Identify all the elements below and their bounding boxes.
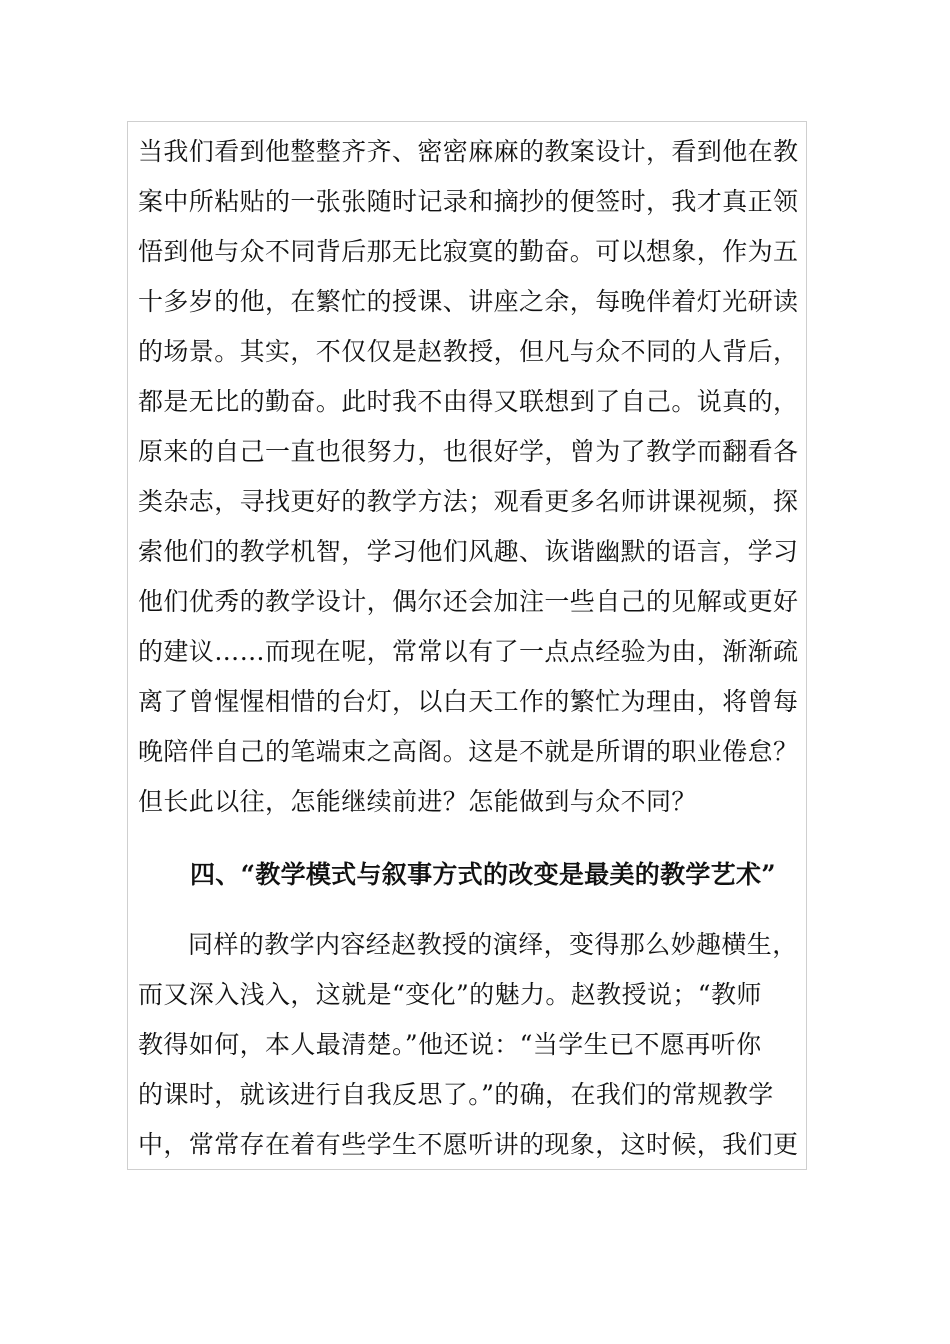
paragraph1-line: 类杂志，寻找更好的教学方法；观看更多名师讲课视频，探	[138, 487, 799, 516]
paragraph2-line: 同样的教学内容经赵教授的演绎，变得那么妙趣横生，	[188, 930, 798, 959]
paragraph1-line: 都是无比的勤奋。此时我不由得又联想到了自己。说真的，	[138, 387, 799, 416]
paragraph1-line: 他们优秀的教学设计，偶尔还会加注一些自己的见解或更好	[138, 587, 799, 616]
paragraph2-line: 教得如何，本人最清楚。”他还说：“当学生已不愿再听你	[138, 1030, 762, 1059]
paragraph1-line: 的建议……而现在呢，常常以有了一点点经验为由，渐渐疏	[138, 637, 799, 666]
paragraph2-line: 中，常常存在着有些学生不愿听讲的现象，这时候，我们更	[138, 1130, 799, 1159]
paragraph1-line: 索他们的教学机智，学习他们风趣、诙谐幽默的语言，学习	[138, 537, 799, 566]
paragraph1-line: 但长此以往，怎能继续前进？怎能做到与众不同？	[138, 787, 697, 816]
paragraph2-line: 而又深入浅入，这就是“变化”的魅力。赵教授说；“教师	[138, 980, 762, 1009]
paragraph1-line: 当我们看到他整整齐齐、密密麻麻的教案设计，看到他在教	[138, 137, 799, 166]
paragraph1-line: 悟到他与众不同背后那无比寂寞的勤奋。可以想象，作为五	[138, 237, 799, 266]
paragraph2-line: 的课时，就该进行自我反思了。”的确，在我们的常规教学	[138, 1080, 774, 1109]
paragraph1-line: 离了曾惺惺相惜的台灯，以白天工作的繁忙为理由，将曾每	[138, 687, 799, 716]
section-heading: 四、“教学模式与叙事方式的改变是最美的教学艺术”	[190, 860, 776, 889]
paragraph1-line: 十多岁的他，在繁忙的授课、讲座之余，每晚伴着灯光研读	[138, 287, 799, 316]
document-text-frame	[127, 121, 807, 1170]
paragraph1-line: 案中所粘贴的一张张随时记录和摘抄的便签时，我才真正领	[138, 187, 799, 216]
paragraph1-line: 原来的自己一直也很努力，也很好学，曾为了教学而翻看各	[138, 437, 799, 466]
paragraph1-line: 的场景。其实，不仅仅是赵教授，但凡与众不同的人背后，	[138, 337, 799, 366]
paragraph1-line: 晚陪伴自己的笔端束之高阁。这是不就是所谓的职业倦怠？	[138, 737, 799, 766]
